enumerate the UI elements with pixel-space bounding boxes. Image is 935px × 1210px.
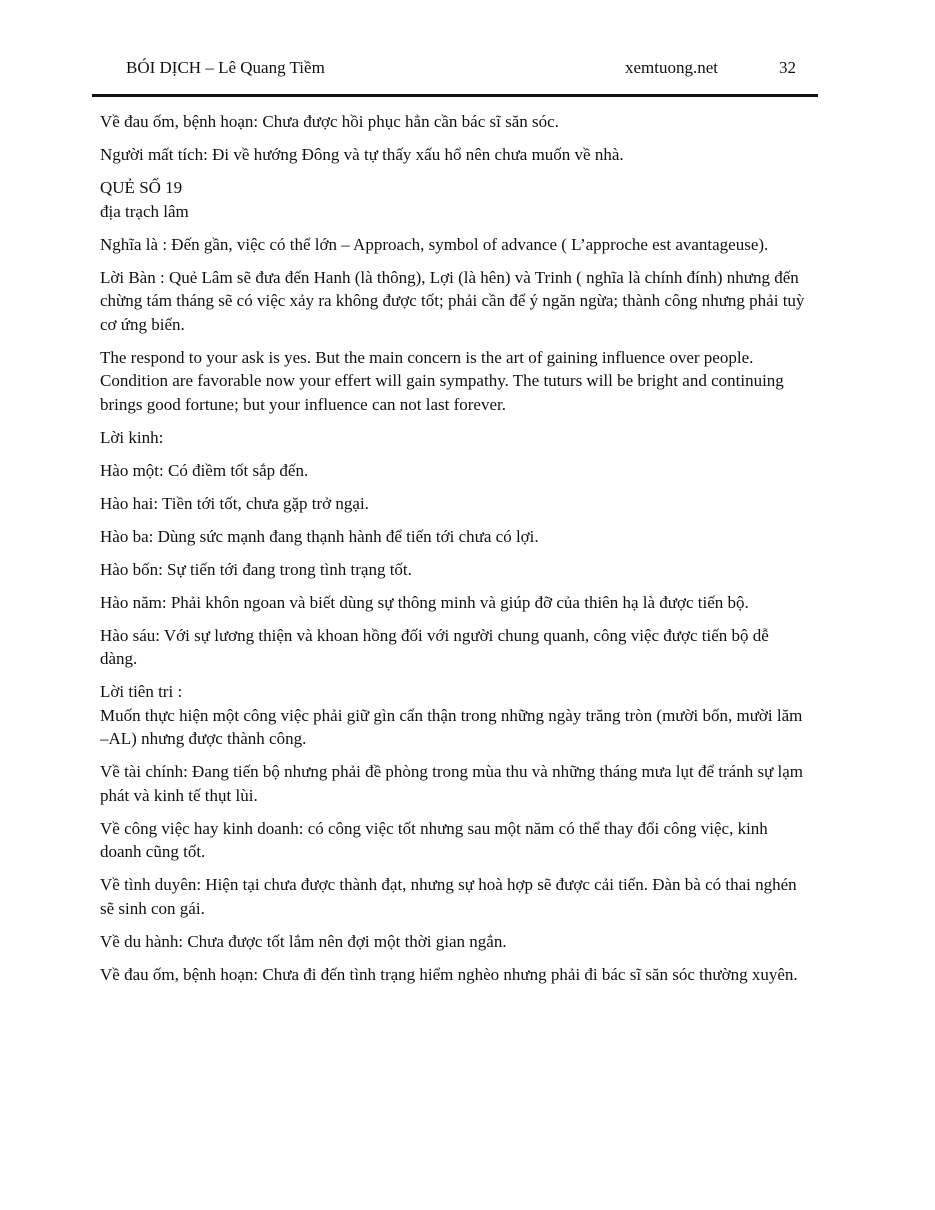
header-divider [92,94,818,97]
health-paragraph: Về đau ốm, bệnh hoạn: Chưa đi đến tình trạng hiểm nghèo nhưng phải đi bác sĩ săn sóc thường xuyên. [100,964,798,984]
page-body [100,110,805,996]
website-name: xemtuong.net [625,58,719,77]
prophecy-heading: Lời tiên tri : [100,682,183,701]
document-title: BÓI DỊCH – Lê Quang Tiềm [126,58,325,77]
page-number: 32 [779,58,796,77]
travel-paragraph: Về du hành: Chưa được tốt lắm nên đợi một thời gian ngắn. [100,931,507,951]
scripture-heading: Lời kinh: [100,427,164,447]
commentary-paragraph: Lời Bàn : Quẻ Lâm sẽ đưa đến Hanh (là thông), Lợi (là hên) và Trinh ( nghĩa là chính đính) nhưng đến chừng tám tháng sẽ có việc xảy ra không được tốt; phải cần để ý ngăn ngừa; thành công nhưng phải tuỳ cơ ứng biến. [100,267,805,334]
hexagram-number-heading: QUẺ SỐ 19 [100,178,183,197]
meaning-paragraph: Nghĩa là : Đến gần, việc có thể lớn – Approach, symbol of advance ( L’approche est avantageuse). [100,234,769,254]
line-two-paragraph: Hào hai: Tiền tới tốt, chưa gặp trở ngại. [100,493,369,513]
finance-paragraph: Về tài chính: Đang tiến bộ nhưng phải đề phòng trong mùa thu và những tháng mưa lụt để tránh sự lạm phát và kinh tế thụt lùi. [100,762,804,805]
english-commentary-paragraph: The respond to your ask is yes. But the main concern is the art of gaining influence over people. Condition are favorable now your effert will gain sympathy. The tuturs will be bright and continuing brings good fortune; but your influence can not last forever. [100,347,784,414]
line-one-paragraph: Hào một: Có điềm tốt sắp đến. [100,460,309,480]
prophecy-paragraph: Muốn thực hiện một công việc phải giữ gìn cẩn thận trong những ngày trăng tròn (mười bốn, mười lăm –AL) nhưng được thành công. [100,705,803,748]
line-three-paragraph: Hào ba: Dùng sức mạnh đang thạnh hành để tiến tới chưa có lợi. [100,526,539,546]
business-paragraph: Về công việc hay kinh doanh: có công việc tốt nhưng sau một năm có thể thay đổi công việc, kinh doanh cũng tốt. [100,818,768,861]
hexagram-name: địa trạch lâm [100,201,189,221]
romance-paragraph: Về tình duyên: Hiện tại chưa được thành đạt, nhưng sự hoà hợp sẽ được cải tiến. Đàn bà có thai nghén sẽ sinh con gái. [100,875,797,918]
line-four-paragraph: Hào bốn: Sự tiến tới đang trong tình trạng tốt. [100,559,412,579]
illness-paragraph: Về đau ốm, bệnh hoạn: Chưa được hồi phục hẳn cần bác sĩ săn sóc. [100,112,559,131]
line-six-paragraph: Hào sáu: Với sự lương thiện và khoan hồng đối với người chung quanh, công việc được tiến bộ dễ dàng. [100,625,769,668]
page-header [92,54,818,84]
missing-person-paragraph: Người mất tích: Đi về hướng Đông và tự thấy xấu hổ nên chưa muốn về nhà. [100,145,624,164]
line-five-paragraph: Hào năm: Phải khôn ngoan và biết dùng sự thông minh và giúp đỡ của thiên hạ là được tiến bộ. [100,592,749,612]
